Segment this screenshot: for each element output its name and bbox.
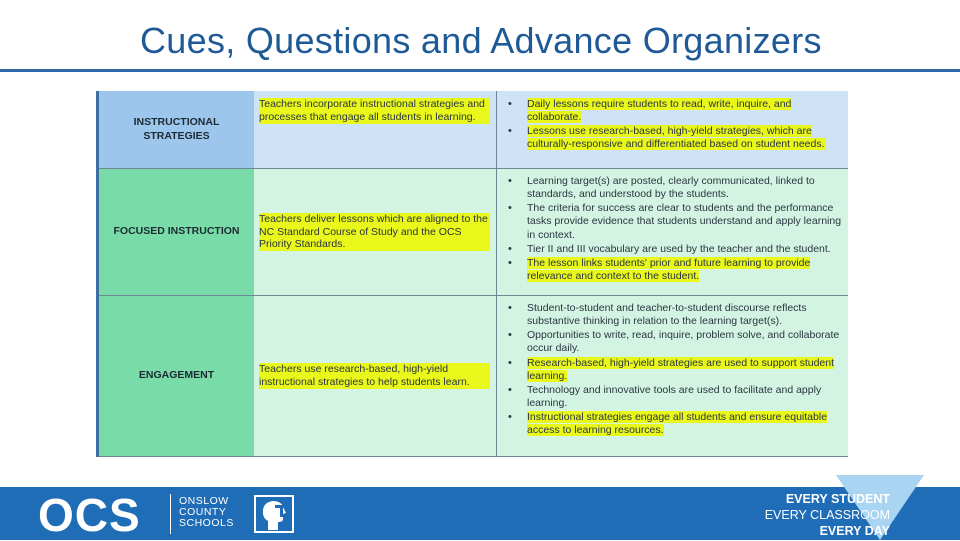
row-description bbox=[254, 91, 497, 168]
bullet-text: Student-to-student and teacher-to-student discourse reflects substantive thinking in relation to the learning target(s). bbox=[527, 302, 807, 328]
list-item bbox=[505, 257, 844, 283]
bullet-text: The lesson links students' prior and future learning to provide relevance and context to the student. bbox=[527, 256, 811, 282]
strategies-table bbox=[96, 91, 848, 457]
table-row bbox=[99, 91, 848, 169]
bullet-text: Learning target(s) are posted, clearly communicated, linked to standards, and understood by the students. bbox=[527, 175, 815, 201]
row-heading: INSTRUCTIONAL STRATEGIES bbox=[99, 91, 254, 168]
table-row bbox=[99, 169, 848, 296]
bullet-text: Instructional strategies engage all students and ensure equitable access to learning resources. bbox=[527, 411, 828, 437]
tagline bbox=[765, 491, 890, 539]
row-heading: ENGAGEMENT bbox=[99, 296, 254, 456]
description-text: Teachers deliver lessons which are aligned to the NC Standard Course of Study and the OCS Priority Standards. bbox=[259, 213, 490, 252]
list-item bbox=[505, 384, 844, 410]
row-bullets bbox=[497, 169, 848, 295]
school-name bbox=[179, 496, 259, 529]
list-item bbox=[505, 125, 844, 151]
bullet-text: Daily lessons require students to read, write, inquire, and collaborate. bbox=[527, 98, 792, 124]
school-name-line: SCHOOLS bbox=[179, 517, 234, 529]
list-item bbox=[505, 357, 844, 383]
tagline-line: EVERY CLASSROOM bbox=[764, 508, 890, 522]
bullet-text: Opportunities to write, read, inquire, problem solve, and collaborate occur daily. bbox=[527, 329, 840, 355]
bullet-text: Tier II and III vocabulary are used by the teacher and the student. bbox=[527, 242, 831, 255]
table-row bbox=[99, 296, 848, 457]
tagline-line: EVERY STUDENT bbox=[785, 492, 890, 506]
title-divider bbox=[0, 69, 960, 72]
logo-divider bbox=[170, 494, 171, 534]
list-item bbox=[505, 411, 844, 437]
row-description bbox=[254, 169, 497, 295]
school-name-line: ONSLOW bbox=[179, 495, 229, 507]
list-item bbox=[505, 175, 844, 201]
tagline-line: EVERY DAY bbox=[819, 524, 890, 538]
description-text: Teachers use research-based, high-yield instructional strategies to help students learn. bbox=[259, 363, 490, 389]
ocs-logo: OCS bbox=[38, 489, 141, 541]
slide-title: Cues, Questions and Advance Organizers bbox=[140, 20, 822, 61]
list-item bbox=[505, 243, 844, 256]
row-bullets bbox=[497, 91, 848, 168]
bullet-text: Research-based, high-yield strategies are used to support student learning. bbox=[527, 356, 835, 382]
list-item bbox=[505, 98, 844, 124]
school-name-line: COUNTY bbox=[179, 506, 227, 518]
row-bullets bbox=[497, 296, 848, 456]
bullet-text: Technology and innovative tools are used to facilitate and apply learning. bbox=[527, 383, 822, 409]
row-heading: FOCUSED INSTRUCTION bbox=[99, 169, 254, 295]
list-item bbox=[505, 302, 844, 328]
bullet-text: Lessons use research-based, high-yield strategies, which are culturally-responsive and differentiated based on student needs. bbox=[527, 125, 825, 151]
bullet-text: The criteria for success are clear to students and the performance tasks provide evidence that students understand and apply learning in context. bbox=[527, 202, 842, 241]
profile-head-icon bbox=[254, 494, 294, 534]
description-text: Teachers incorporate instructional strategies and processes that engage all students in learning. bbox=[259, 98, 490, 124]
list-item bbox=[505, 202, 844, 241]
row-description bbox=[254, 296, 497, 456]
list-item bbox=[505, 329, 844, 355]
